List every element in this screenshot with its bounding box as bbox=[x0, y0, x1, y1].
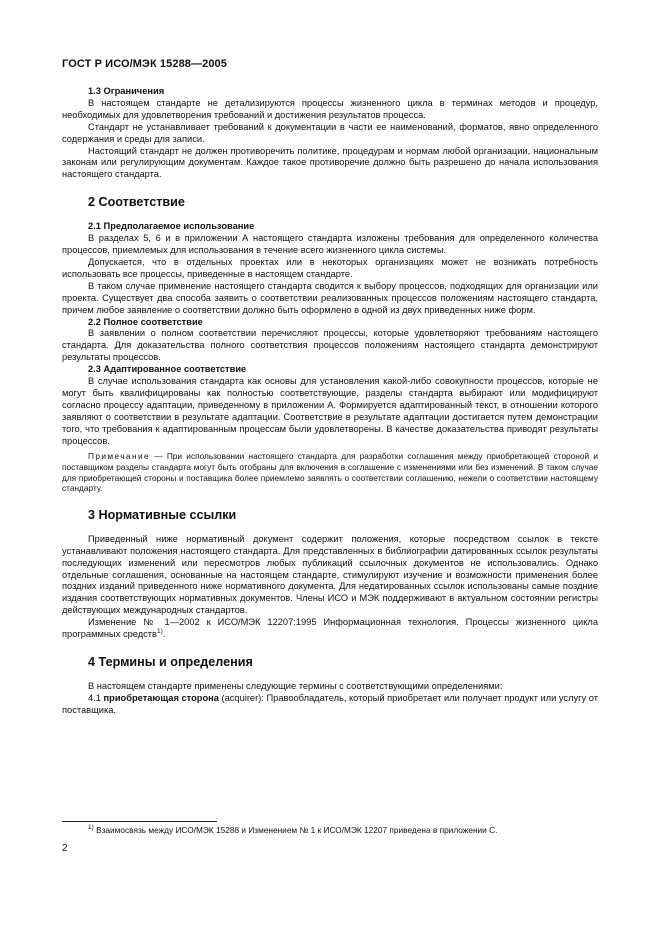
paragraph: В заявлении о полном соответствии перечисляют процессы, которые удовлетворяют требованиям настоящего стандарта. Для доказательства полного соответствия процессов положениям настоящего стандарта демонстрируют результаты процессов. bbox=[62, 328, 598, 363]
term-entry bbox=[62, 693, 598, 717]
section-2-2-title: 2.2 Полное соответствие bbox=[88, 316, 203, 327]
footnote-ref[interactable]: 1) bbox=[157, 628, 163, 635]
reference-end: . bbox=[162, 629, 166, 640]
term-definition: (acquirer): Правообладатель, который приобретает или получает продукт или услугу от поставщика. bbox=[62, 692, 598, 715]
term-number: 4.1 bbox=[88, 692, 101, 703]
section-2-3-title: 2.3 Адаптированное соответствие bbox=[88, 364, 247, 375]
paragraph bbox=[62, 617, 598, 641]
paragraph: В настоящем стандарте не детализируются процессы жизненного цикла в терминах методов и процедур, необходимых для удовлетворения требований и достижения результатов процесса. bbox=[62, 97, 598, 120]
note-text: — При использовании настоящего стандарта для разработки соглашения между приобретающей стороной и поставщиком разделы стандарта могут быть отобраны для включения в соглашение с изменениями или без изменений. В таком случае для приобретающей стороны и поставщика более приемлемо заявлять о соответствии соглашению, нежели о соответствии настоящему стандарту. bbox=[62, 451, 599, 494]
paragraph: В случае использования стандарта как основы для установления какой-либо совокупности процессов, которые не могут быть квалифицированы как полностью соответствующие, разделы стандарта выбирают или модифицируют согласно процессу адаптации, приведенному в приложении А. Формируется адаптированный текст, в отношении которого заявляют о соответствии в результате адаптации. Соответствие в результате адаптации достигается путем демонстрации того, что требования к адаптированным процессам были удовлетворены. В качестве доказательства приводят результаты процессов. bbox=[62, 376, 598, 446]
paragraph: Настоящий стандарт не должен противоречить политике, процедурам и нормам любой организации, национальным законам или регулирующим документам. Каждое такое противоречие должно быть разрешено до начала использования настоящего стандарта. bbox=[62, 145, 598, 180]
section-3-heading: 3 Нормативные ссылки bbox=[88, 507, 237, 522]
paragraph: В настоящем стандарте применены следующие термины с соответствующими определениями: bbox=[88, 681, 503, 691]
paragraph: Стандарт не устанавливает требований к документации в части ее наименований, форматов, явно определенного содержания и среды для записи. bbox=[62, 121, 598, 144]
footnote-divider bbox=[62, 821, 217, 822]
note-block bbox=[62, 451, 598, 493]
footnote bbox=[62, 825, 598, 836]
section-2-1-title: 2.1 Предполагаемое использование bbox=[88, 221, 255, 232]
footnote-text: Взаимосвязь между ИСО/МЭК 15288 и Изменением № 1 к ИСО/МЭК 12207 приведена в приложении С. bbox=[96, 825, 498, 835]
page-number: 2 bbox=[62, 843, 68, 854]
paragraph: Приведенный ниже нормативный документ содержит положения, которые посредством ссылок в тексте устанавливают положения настоящего стандарта. Для представленных в библиографии датированных ссылок результаты последующих изменений или пересмотров любых публикаций ссылочных документов не использовались. Однако отдельные соглашения, основанные на настоящем стандарте, стимулируют изучение и возможности применения более поздних изданий приведенного ниже нормативного документа. Для недатированных ссылок использованы самые поздние издания соответствующих нормативных документов. Члены ИСО и МЭК поддерживают в актуальном состоянии регистры действующих международных стандартов. bbox=[62, 533, 598, 616]
note-label: Примечание bbox=[88, 451, 151, 462]
page-header: ГОСТ Р ИСО/МЭК 15288—2005 bbox=[62, 58, 227, 70]
paragraph: В разделах 5, 6 и в приложении А настоящего стандарта изложены требования для определенного количества процессов, приемлемых для использования в течение всего жизненного цикла системы. bbox=[62, 233, 598, 256]
footnote-mark: 1) bbox=[88, 824, 94, 832]
term-name: приобретающая сторона bbox=[103, 692, 219, 703]
section-1-3-title: 1.3 Ограничения bbox=[88, 86, 165, 96]
page-body bbox=[62, 86, 598, 717]
section-2-heading: 2 Соответствие bbox=[88, 195, 185, 210]
section-4-heading: 4 Термины и определения bbox=[88, 655, 253, 669]
normative-reference: Изменение № 1—2002 к ИСО/МЭК 12207:1995 Информационная технология. Процессы жизненного цикла программных средств bbox=[62, 617, 598, 640]
paragraph: В таком случае применение настоящего стандарта сводится к выбору процессов, подходящих для организации или проекта. Существует два способа заявить о соответствии реализованных процессов положениям настоящего стандарта, причем любое заявление о соответствии должно быть оформлено в одной из двух приведенных ниже форм. bbox=[62, 280, 598, 315]
paragraph: Допускается, что в отдельных проектах или в некоторых организациях может не возникать потребность использовать все процессы, приведенные в настоящем стандарте. bbox=[62, 256, 598, 279]
